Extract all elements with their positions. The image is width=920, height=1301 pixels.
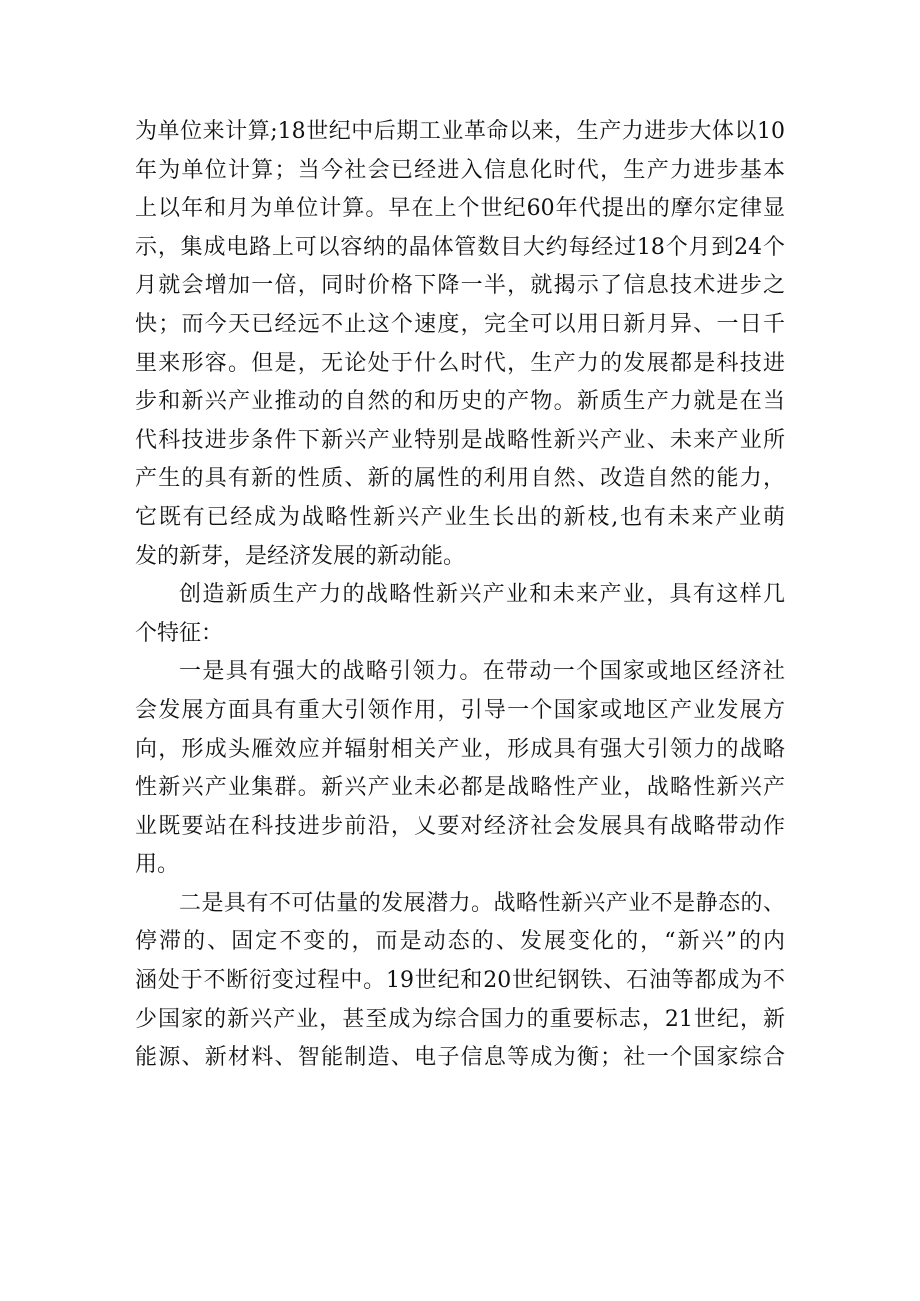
text-line: 产生的具有新的性质、新的属性的利用自然、改造自然的能力， — [135, 466, 785, 492]
text-line: 里来形容。但是，无论处于什么时代，生产力的发展都是科技进 — [135, 350, 785, 376]
text-line: 发的新芽，是经济发展的新动能。 — [135, 543, 466, 569]
body-text — [135, 113, 785, 1078]
text-line: 涵处于不断衍变过程中。19世纪和20世纪钢铁、石油等都成为不 — [135, 968, 785, 994]
text-line: 业既要站在科技进步前沿，乂要对经济社会发展具有战略带动作 — [135, 813, 785, 839]
paragraph-first-line: 一是具有强大的战略引领力。在带动一个国家或地区经济社 — [179, 659, 785, 685]
text-line: 为单位来计算;18世纪中后期工业革命以来，生产力进步大体以10 — [135, 119, 785, 144]
text-line: 性新兴产业集群。新兴产业未必都是战略性产业，战略性新兴产 — [135, 775, 785, 801]
text-line: 停滞的、固定不变的，而是动态的、发展变化的，“新兴”的内 — [135, 929, 785, 955]
text-line: 向，形成头雁效应并辐射相关产业，形成具有强大引领力的战略 — [135, 736, 785, 762]
text-line: 月就会增加一倍，同时价格下降一半，就揭示了信息技术进步之 — [135, 273, 785, 299]
text-line: 快；而今天已经远不止这个速度，完全可以用日新月异、一日千 — [135, 311, 785, 337]
text-line: 年为单位计算；当今社会已经进入信息化时代，生产力进步基本 — [135, 157, 785, 183]
text-line: 会发展方面具有重大引领作用，引导一个国家或地区产业发展方 — [135, 697, 785, 723]
text-line: 代科技进步条件下新兴产业特别是战略性新兴产业、未来产业所 — [135, 427, 785, 453]
text-line: 示，集成电路上可以容纳的晶体管数目大约每经过18个月到24个 — [135, 234, 785, 260]
text-line: 个特征： — [135, 620, 224, 646]
text-line: 用。 — [135, 852, 180, 878]
text-line: 能源、新材料、智能制造、电子信息等成为衡；社一个国家综合 — [135, 1045, 785, 1071]
text-line: 步和新兴产业推动的自然的和历史的产物。新质生产力就是在当 — [135, 389, 785, 415]
text-line: 它既有已经成为战略性新兴产业生长出的新枝,也有未来产业萌 — [135, 504, 785, 530]
paragraph-first-line: 创造新质生产力的战略性新兴产业和未来产业，具有这样几 — [179, 582, 785, 608]
paragraph-first-line: 二是具有不可估量的发展潜力。战略性新兴产业不是静态的、 — [179, 890, 785, 916]
text-line: 上以年和月为单位计算。早在上个世纪60年代提出的摩尔定律显 — [135, 196, 785, 222]
text-line: 少国家的新兴产业，甚至成为综合国力的重要标志，21世纪，新 — [135, 1006, 785, 1032]
